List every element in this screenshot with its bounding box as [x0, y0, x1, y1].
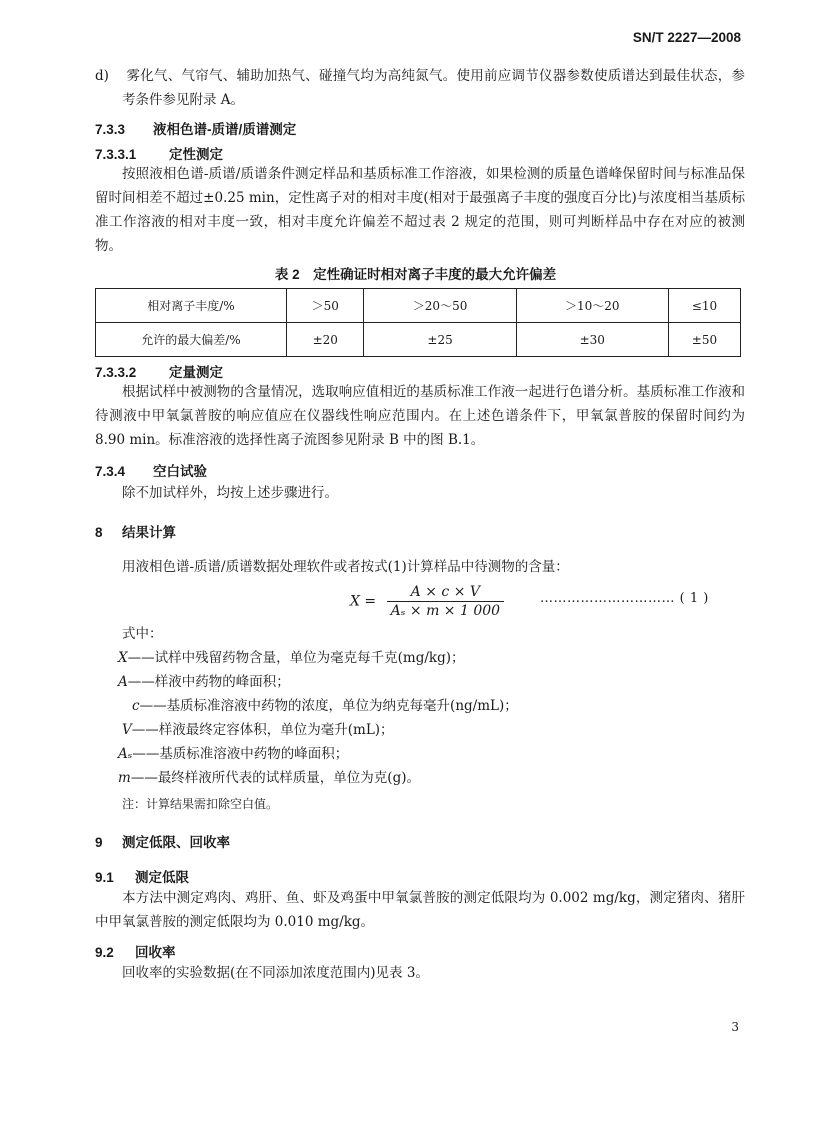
equation-number: ( 1 ): [679, 591, 709, 606]
page-number: 3: [731, 1020, 739, 1034]
list-item: m——最终样液所代表的试样质量，单位为克(g)。: [118, 770, 420, 786]
deviation-table: [95, 288, 741, 357]
formula-dots: …………………………: [540, 591, 675, 606]
paragraph-quantitative: 根据试样中被测物的含量情况，选取响应值相近的基质标准工作液一起进行色谱分析。基质标准工作液和待测液中甲氧氯普胺的响应值应在仪器线性响应范围内。在上述色谱条件下，甲氧氯普胺的保留时间约为 8.90 min。标准溶液的选择性离子流图参见附录 B 中的图 B.1。: [95, 384, 745, 448]
table-cell: ±50: [668, 323, 740, 357]
table-caption: 表 2 定性确证时相对离子丰度的最大允许偏差: [274, 267, 557, 282]
list-item: X——试样中残留药物含量，单位为毫克每千克(mg/kg)；: [118, 650, 465, 666]
standard-code: SN/T 2227—2008: [632, 30, 741, 45]
heading-9-1: 9.1 测定低限: [95, 870, 189, 885]
table-cell: ＞20～50: [364, 289, 516, 323]
paragraph-blank-test: 除不加试样外，均按上述步骤进行。: [122, 485, 338, 501]
formula-leader: [540, 591, 709, 606]
table-row: [96, 323, 741, 357]
heading-7-3-3-2: 7.3.3.2 定量测定: [95, 365, 223, 380]
calc-note: 注：计算结果需扣除空白值。: [122, 797, 279, 811]
heading-7-3-4: 7.3.4 空白试验: [95, 464, 207, 479]
table-cell: 相对离子丰度/%: [96, 289, 287, 323]
heading-8: 8 结果计算: [95, 525, 176, 540]
table-cell: ＞50: [287, 289, 364, 323]
list-item-text: 雾化气、气帘气、辅助加热气、碰撞气均为高纯氮气。使用前应调节仪器参数使质谱达到最佳状态，参考条件参见附录 A。: [122, 68, 745, 108]
paragraph-calc-intro: 用液相色谱-质谱/质谱数据处理软件或者按式(1)计算样品中待测物的含量：: [122, 559, 569, 575]
table-cell: ≤10: [668, 289, 740, 323]
heading-9-2: 9.2 回收率: [95, 945, 176, 960]
list-item: c——基质标准溶液中药物的浓度，单位为纳克每毫升(ng/mL)；: [132, 698, 518, 714]
heading-9: 9 测定低限、回收率: [95, 835, 230, 850]
table-cell: ＞10～20: [516, 289, 668, 323]
paragraph-recovery: 回收率的实验数据(在不同添加浓度范围内)见表 3。: [122, 965, 429, 981]
list-item: A——样液中药物的峰面积；: [118, 674, 290, 690]
table-cell: ±25: [364, 323, 516, 357]
table-row: [96, 289, 741, 323]
list-item: V——样液最终定容体积，单位为毫升(mL)；: [122, 722, 394, 738]
table-cell: ±30: [516, 323, 668, 357]
list-item: Aₛ——基质标准溶液中药物的峰面积；: [118, 746, 349, 762]
list-item-label: d): [95, 68, 109, 84]
where-label: 式中：: [122, 626, 163, 642]
paragraph-qualitative: 按照液相色谱-质谱/质谱条件测定样品和基质标准工作溶液，如果检测的质量色谱峰保留时间与标准品保留时间相差不超过±0.25 min，定性离子对的相对丰度(相对于最强离子丰度的强度百分比)与浓度相当基质标准工作溶液的相对丰度一致，相对丰度允许偏差不超过表 2 规定的范围，则可判断样品中存在对应的被测物。: [95, 166, 745, 254]
formula-numerator: A × c × V: [387, 583, 504, 602]
variable-list: [118, 646, 518, 790]
formula-denominator: Aₛ × m × 1 000: [390, 603, 501, 619]
table-cell: 允许的最大偏差/%: [96, 323, 287, 357]
table-cell: ±20: [287, 323, 364, 357]
paragraph-detection-limit: 本方法中测定鸡肉、鸡肝、鱼、虾及鸡蛋中甲氧氯普胺的测定低限均为 0.002 mg/kg，测定猪肉、猪肝中甲氧氯普胺的测定低限均为 0.010 mg/kg。: [95, 890, 745, 930]
heading-7-3-3-1: 7.3.3.1 定性测定: [95, 147, 223, 162]
heading-7-3-3: 7.3.3 液相色谱-质谱/质谱测定: [95, 122, 297, 137]
formula-fraction: [387, 583, 504, 620]
formula-1: [350, 583, 504, 620]
list-item-d: [95, 64, 745, 112]
formula-lhs: X =: [350, 593, 377, 610]
